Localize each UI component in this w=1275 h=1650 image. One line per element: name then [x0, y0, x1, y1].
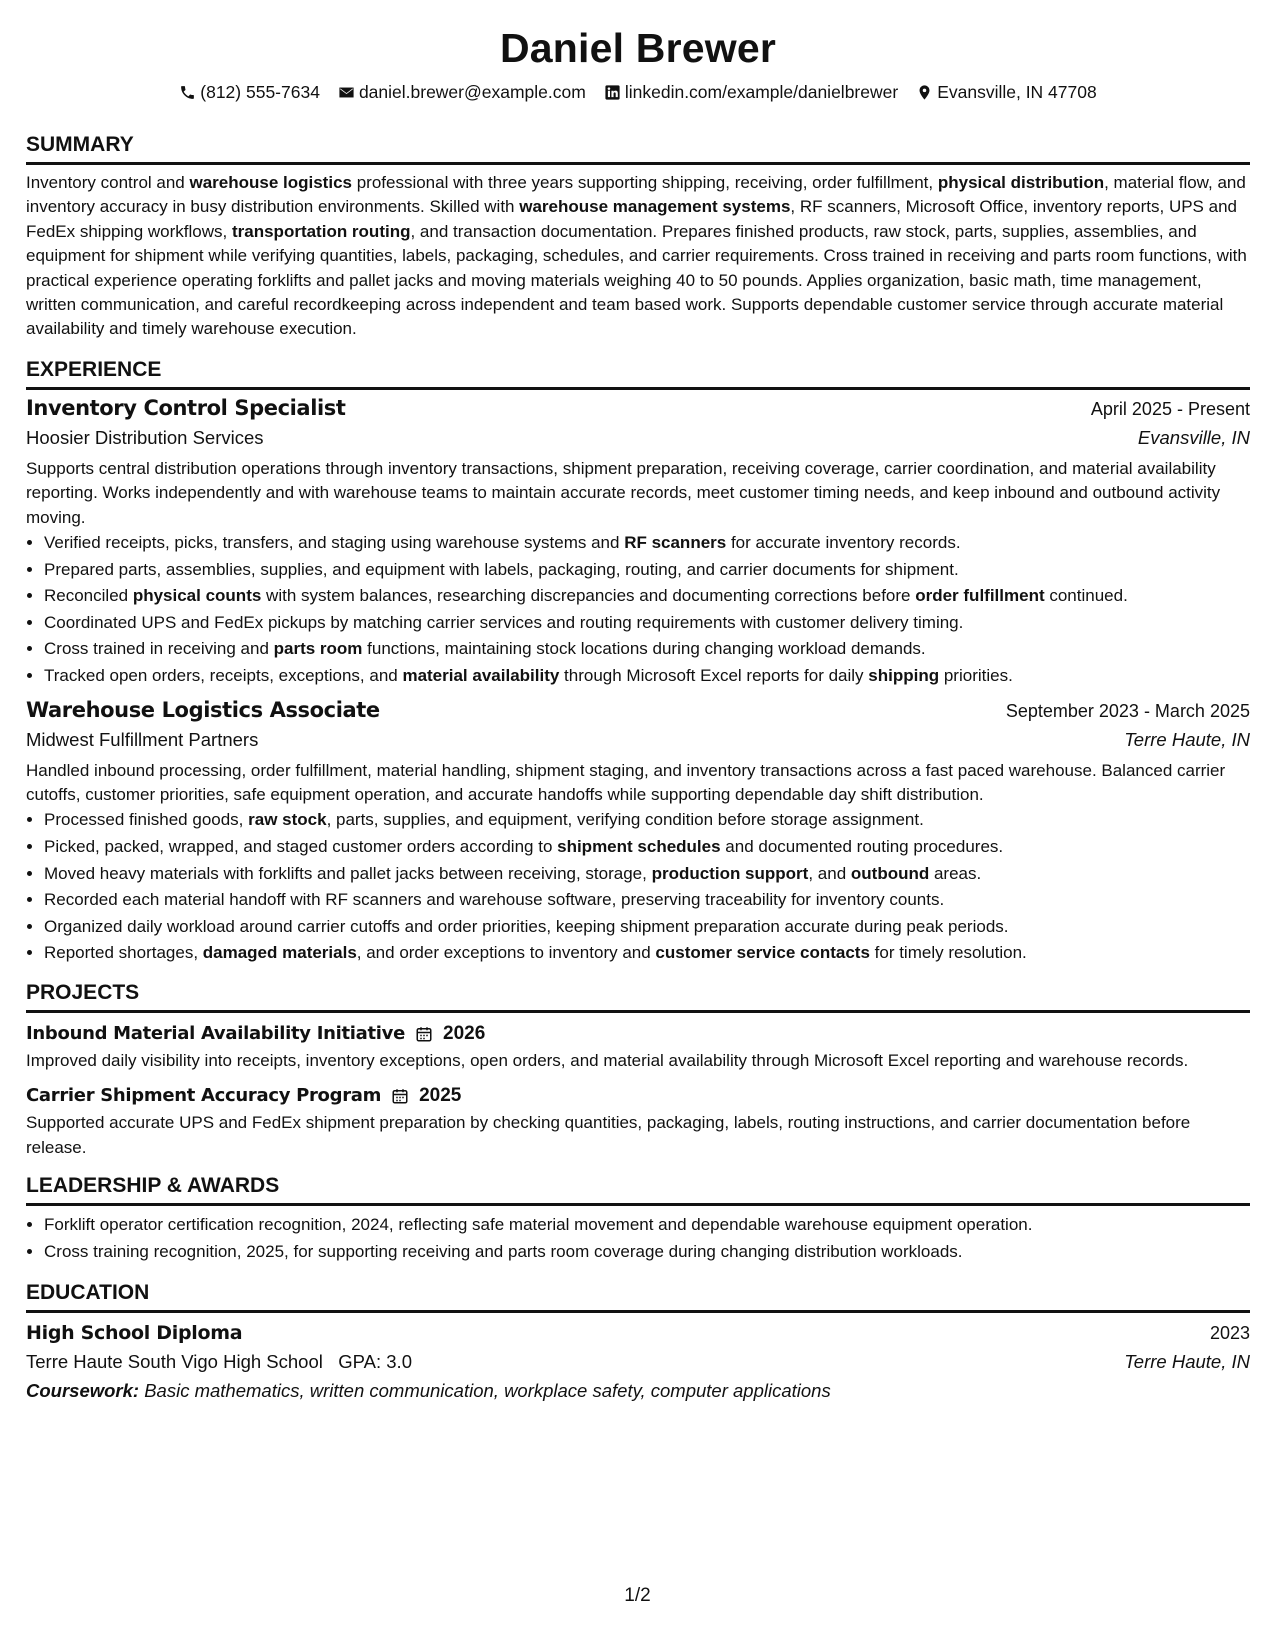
text-run: Reported shortages,: [44, 943, 203, 963]
list-item: [44, 887, 1250, 914]
linkedin-icon: [604, 84, 621, 101]
contact-email[interactable]: [338, 81, 586, 103]
text-run: Cross trained in receiving and: [44, 639, 274, 659]
experience-section: [26, 358, 1250, 967]
text-run: functions, maintaining stock locations during changing workload demands.: [362, 639, 926, 659]
text-run: Recorded each material handoff with RF scanners and warehouse software, preserving traceability for inventory counts.: [44, 890, 945, 910]
bold-keyword: raw stock: [248, 810, 327, 830]
map-pin-icon: [916, 84, 933, 101]
contact-linkedin[interactable]: [604, 81, 898, 103]
education-school: Terre Haute South Vigo High School: [26, 1351, 323, 1373]
project-entry: [26, 1083, 1250, 1160]
candidate-name: Daniel Brewer: [499, 25, 777, 71]
project-name: Inbound Material Availability Initiative: [26, 1023, 406, 1044]
list-item: [44, 861, 1250, 888]
text-run: Verified receipts, picks, transfers, and staging using warehouse systems and: [44, 533, 625, 553]
text-run: Prepared parts, assemblies, supplies, and equipment with labels, packaging, routing, and carrier documents for shipment.: [44, 559, 959, 579]
text-run: continued.: [1044, 586, 1128, 606]
text-run: Moved heavy materials with forklifts and pallet jacks between receiving, storage,: [44, 863, 652, 883]
job-bullets: [26, 530, 1250, 690]
text-run: Processed finished goods,: [44, 810, 249, 830]
job-entry: [26, 394, 1250, 690]
contact-bar: [26, 81, 1250, 103]
bold-keyword: shipment schedules: [557, 837, 721, 857]
bold-keyword: parts room: [273, 639, 363, 659]
coursework-label: Coursework:: [26, 1380, 140, 1402]
list-item: • Cross training recognition, 2025, for supporting receiving and parts room coverage during changing distribution workloads.: [44, 1239, 1250, 1266]
leadership-section: [26, 1174, 1250, 1265]
education-year: 2023: [1209, 1323, 1250, 1344]
text-run: through Microsoft Excel reports for daily: [559, 666, 869, 686]
contact-phone: [179, 81, 320, 103]
text-run: , and order exceptions to inventory and: [356, 943, 656, 963]
text-run: , material flow, and inventory accuracy in busy distribution environments. Skilled with: [26, 173, 1246, 217]
projects-section: [26, 981, 1250, 1160]
education-school-line: [26, 1347, 412, 1377]
text-run: Reconciled: [44, 586, 133, 606]
section-title-experience: EXPERIENCE: [26, 358, 1250, 390]
list-item: [44, 940, 1250, 967]
job-location: Evansville, IN: [1137, 426, 1250, 448]
text-run: Organized daily workload around carrier cutoffs and order priorities, keeping shipment preparation accurate during peak periods.: [44, 916, 1009, 936]
linkedin-url[interactable]: linkedin.com/example/danielbrewer: [624, 82, 899, 102]
text-run: , and: [808, 863, 851, 883]
text-run: areas.: [929, 863, 982, 883]
text-run: Inventory control and: [26, 173, 190, 192]
project-entry: [26, 1021, 1250, 1073]
summary-section: [26, 133, 1250, 342]
job-company: Midwest Fulfillment Partners: [26, 728, 259, 750]
education-degree: High School Diploma: [26, 1322, 243, 1345]
text-run: priorities.: [939, 666, 1013, 686]
list-item: [44, 914, 1250, 941]
contact-location: [916, 81, 1097, 103]
bold-keyword: shipping: [868, 666, 940, 686]
bold-keyword: production support: [651, 863, 809, 883]
education-gpa: GPA: 3.0: [338, 1351, 412, 1373]
job-description: Supports central distribution operations through inventory transactions, shipment preparation, receiving coverage, carrier coordination, and material availability reporting. Works independently and with warehouse teams to maintain accurate records, meet customer timing needs, and keep inbound and outbound activity moving.: [26, 458, 1221, 527]
text-run: , and transaction documentation. Prepares finished products, raw stock, parts, supplies, assemblies, and equipment for shipment while verifying quantities, labels, packaging, schedules, and carrier requirements. Cross trained in receiving and parts room functions, with practical experience operating forklifts and pallet jacks and moving materials weighing 40 to 50 pounds. Applies organization, basic math, time management, written communication, and careful recordkeeping across independent and team based work. Supports dependable customer service through accurate material availability and timely warehouse execution.: [26, 221, 1247, 339]
project-year: 2025: [419, 1085, 462, 1107]
bold-keyword: customer service contacts: [655, 943, 870, 963]
job-title: Warehouse Logistics Associate: [26, 697, 380, 722]
bold-keyword: physical counts: [132, 586, 262, 606]
project-name: Carrier Shipment Accuracy Program: [26, 1085, 382, 1107]
phone-icon: [179, 84, 196, 101]
job-dates: September 2023 - March 2025: [1005, 700, 1250, 721]
bold-keyword: material availability: [402, 666, 560, 686]
education-section: [26, 1281, 1250, 1405]
text-run: Picked, packed, wrapped, and staged customer orders according to: [44, 837, 558, 857]
bold-keyword: physical distribution: [937, 173, 1105, 192]
calendar-icon: [391, 1087, 409, 1105]
list-item: [44, 663, 1250, 690]
bold-keyword: warehouse management systems: [519, 197, 791, 217]
job-description: Handled inbound processing, order fulfillment, material handling, shipment staging, and inventory transactions across a fast paced warehouse. Balanced carrier cutoffs, customer priorities, safe equipment operation, and accurate handoffs while supporting dependable day shift distribution.: [26, 760, 1226, 805]
leadership-list: [26, 1212, 1250, 1265]
location-text: Evansville, IN 47708: [937, 82, 1097, 102]
bold-keyword: damaged materials: [202, 943, 357, 963]
calendar-icon: [415, 1025, 433, 1043]
bold-keyword: transportation routing: [231, 221, 411, 241]
text-run: for timely resolution.: [869, 943, 1027, 963]
bold-keyword: RF scanners: [624, 533, 727, 553]
section-title-summary: SUMMARY: [26, 133, 1250, 165]
bold-keyword: order fulfillment: [915, 586, 1045, 606]
coursework-text: Basic mathematics, written communication, workplace safety, computer applications: [139, 1380, 831, 1402]
job-entry: [26, 696, 1250, 967]
resume-page: [26, 0, 1250, 1650]
job-company: Hoosier Distribution Services: [26, 426, 264, 448]
bold-keyword: outbound: [850, 863, 930, 883]
list-item: [44, 557, 1250, 584]
job-location: Terre Haute, IN: [1124, 728, 1250, 750]
text-run: Coordinated UPS and FedEx pickups by matching carrier services and routing requirements with customer delivery timing.: [44, 612, 964, 632]
project-description: Improved daily visibility into receipts, inventory exceptions, open orders, and material availability through Microsoft Excel reporting and warehouse records.: [26, 1051, 1189, 1070]
text-run: professional with three years supporting shipping, receiving, order fulfillment,: [351, 173, 938, 192]
text-run: and documented routing procedures.: [720, 837, 1004, 857]
job-dates: April 2025 - Present: [1090, 398, 1250, 419]
email-address[interactable]: daniel.brewer@example.com: [358, 82, 586, 102]
text-run: Tracked open orders, receipts, exceptions, and: [44, 666, 403, 686]
education-location: Terre Haute, IN: [1124, 1351, 1250, 1373]
text-run: , RF scanners, Microsoft Office, inventory reports, UPS and FedEx shipping workflows,: [26, 197, 1237, 241]
list-item: • Forklift operator certification recognition, 2024, reflecting safe material movement and dependable warehouse equipment operation.: [44, 1212, 1250, 1239]
summary-text: [26, 171, 1250, 342]
envelope-icon: [338, 84, 355, 101]
list-item: [44, 610, 1250, 637]
page-number: 1/2: [624, 1585, 651, 1606]
section-title-education: EDUCATION: [26, 1281, 1250, 1313]
project-description: Supported accurate UPS and FedEx shipment preparation by checking quantities, packaging, labels, routing instructions, and carrier documentation before release.: [26, 1113, 1191, 1157]
job-bullets: [26, 807, 1250, 967]
phone-number: (812) 555-7634: [200, 82, 320, 102]
list-item: [44, 834, 1250, 861]
text-run: , parts, supplies, and equipment, verifying condition before storage assignment.: [326, 810, 924, 830]
list-item: [44, 807, 1250, 834]
job-title: Inventory Control Specialist: [26, 395, 346, 420]
education-coursework: [26, 1377, 1250, 1405]
project-year: 2026: [443, 1023, 486, 1044]
list-item: [44, 636, 1250, 663]
text-run: for accurate inventory records.: [726, 533, 961, 553]
text-run: with system balances, researching discrepancies and documenting corrections before: [261, 586, 916, 606]
bold-keyword: warehouse logistics: [189, 173, 352, 192]
list-item: [44, 583, 1250, 610]
section-title-leadership: LEADERSHIP & AWARDS: [26, 1174, 1250, 1206]
section-title-projects: PROJECTS: [26, 981, 1250, 1013]
list-item: [44, 530, 1250, 557]
